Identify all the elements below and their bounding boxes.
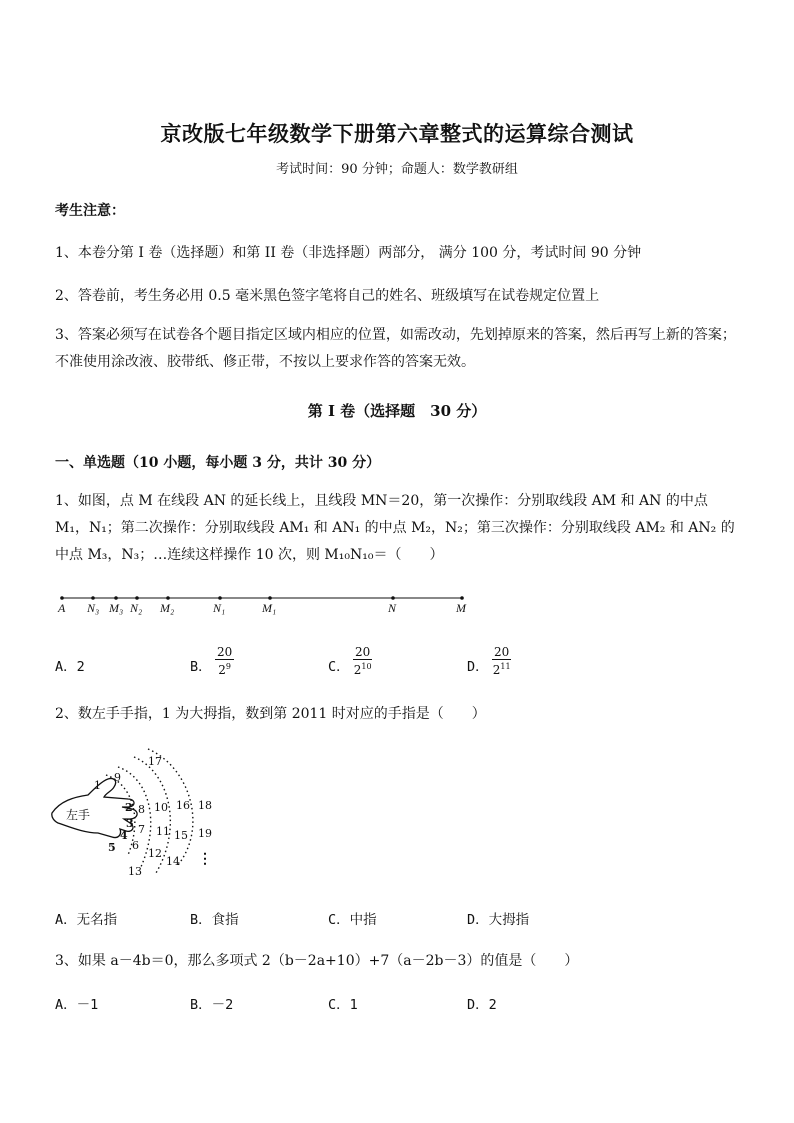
q1-option-a[interactable]: A．2 (55, 659, 85, 675)
point-n3 (91, 596, 95, 600)
point-n2 (135, 596, 139, 600)
finger-number-13: 13 (128, 865, 142, 878)
label-n: N (388, 601, 397, 615)
point-m (460, 596, 464, 600)
continuation-dots: ⋮ (198, 851, 212, 867)
finger-number-1: 1 (94, 779, 101, 792)
q1-option-d-fraction (492, 645, 511, 677)
fraction-denominator: $2^9$ (218, 662, 231, 677)
hand-label: 左手 (66, 808, 91, 822)
point-n (391, 596, 395, 600)
point-a (60, 596, 64, 600)
finger-number-8: 8 (138, 803, 145, 816)
fraction-numerator: 20 (217, 645, 233, 659)
label-n3: N₃ (87, 601, 100, 615)
point-m1 (268, 596, 272, 600)
q3-option-a[interactable]: A．－1 (55, 997, 99, 1013)
q1-option-c-fraction (353, 645, 372, 677)
notice-heading: 考生注意： (55, 203, 125, 219)
q3-option-c[interactable]: C．1 (328, 997, 358, 1013)
finger-number-7: 7 (138, 823, 145, 836)
notice-item-3: 3、答案必须写在试卷各个题目指定区域内相应的位置，如需改动，先划掉原来的答案，然后再写上新的答案；不准使用涂改液、胶带纸、修正带，不按以上要求作答的答案无效。 (55, 327, 736, 370)
q1-option-c[interactable]: C． (328, 659, 350, 675)
label-m1: M₁ (262, 601, 277, 615)
q1-option-b[interactable]: B． (190, 659, 212, 675)
finger-number-11: 11 (156, 825, 170, 838)
point-m3 (114, 596, 118, 600)
finger-number-16: 16 (176, 799, 190, 812)
finger-number-6: 6 (132, 839, 139, 852)
q1-option-d[interactable]: D． (467, 659, 489, 675)
page-title: 京改版七年级数学下册第六章整式的运算综合测试 (160, 121, 634, 146)
question-1-text: 1、如图，点 M 在线段 AN 的延长线上，且线段 MN＝20，第一次操作：分别取线段 AM 和 AN 的中点 M₁，N₁；第二次操作：分别取线段 AM₁ 和 AN₁ 的中点 M₂，N₂；第三次操作：分别取线段 AM₂ 和 AN₂ 的中点 M₃，N₃；…连续这样操作 10 次，则 M₁₀N₁₀＝（ ） (55, 493, 735, 563)
point-m2 (166, 596, 170, 600)
fraction-numerator: 20 (494, 645, 510, 659)
label-m2: M₂ (160, 601, 175, 615)
fraction-denominator: $2^{10}$ (353, 662, 372, 677)
fraction-denominator: $2^{11}$ (492, 662, 511, 677)
label-m3: M₃ (109, 601, 124, 615)
fraction-numerator: 20 (355, 645, 371, 659)
q3-option-b[interactable]: B．－2 (190, 997, 234, 1013)
q2-option-d[interactable]: D．大拇指 (467, 912, 530, 928)
finger-number-12: 12 (148, 847, 162, 860)
finger-number-5: 5 (108, 841, 116, 854)
finger-number-19: 19 (198, 827, 212, 840)
finger-number-2: 2 (125, 801, 133, 814)
finger-number-17: 17 (148, 755, 162, 768)
q2-hand-diagram (48, 745, 228, 885)
q2-option-b[interactable]: B．食指 (190, 912, 239, 928)
finger-number-10: 10 (154, 801, 168, 814)
finger-number-18: 18 (198, 799, 212, 812)
exam-info: 考试时间：90 分钟；命题人：数学教研组 (276, 162, 518, 177)
q1-option-b-fraction (215, 645, 234, 677)
finger-number-14: 14 (166, 855, 180, 868)
label-n1: N₁ (213, 601, 226, 615)
label-a: A (58, 601, 66, 615)
notice-item-1: 1、本卷分第 I 卷（选择题）和第 II 卷（非选择题）两部分， 满分 100 分，考试时间 90 分钟 (55, 245, 642, 261)
question-2-text: 2、数左手手指，1 为大拇指，数到第 2011 时对应的手指是（ ） (55, 706, 486, 722)
q3-option-d[interactable]: D．2 (467, 997, 497, 1013)
q1-line-diagram (50, 588, 480, 620)
part-title: 一、单选题（10 小题，每小题 3 分，共计 30 分） (55, 455, 381, 471)
finger-number-15: 15 (174, 829, 188, 842)
finger-number-4: 4 (120, 829, 128, 842)
section-title: 第 I 卷（选择题 30 分） (307, 402, 487, 420)
q2-option-c[interactable]: C．中指 (328, 912, 377, 928)
notice-item-2: 2、答卷前，考生务必用 0.5 毫米黑色签字笔将自己的姓名、班级填写在试卷规定位置上 (55, 288, 600, 304)
finger-number-3: 3 (126, 817, 134, 830)
q2-option-a[interactable]: A．无名指 (55, 912, 118, 928)
finger-number-9: 9 (114, 771, 121, 784)
label-m: M (456, 601, 466, 615)
point-n1 (218, 596, 222, 600)
label-n2: N₂ (130, 601, 143, 615)
question-3-text: 3、如果 a－4b＝0，那么多项式 2（b－2a+10）+7（a－2b－3）的值是（ ） (55, 953, 579, 969)
